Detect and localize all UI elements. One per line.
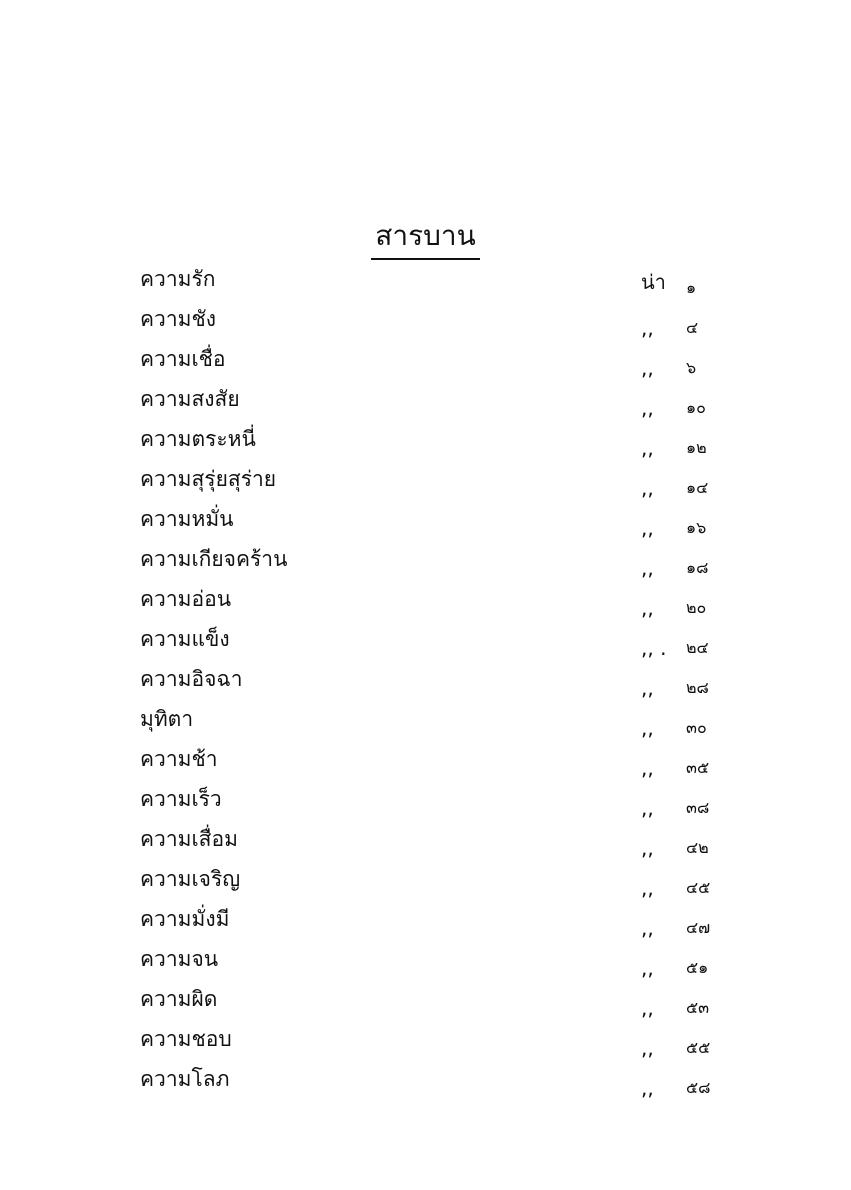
toc-row — [0, 582, 851, 622]
toc-entry-name: ความผิด — [140, 987, 218, 1011]
toc-page-number: ๒๐ — [686, 598, 707, 617]
toc-entry-name: ความช้า — [140, 747, 218, 771]
toc-ditto-mark: ,, — [641, 516, 654, 540]
toc-page-prefix: น่า — [641, 270, 666, 294]
toc-row — [0, 662, 851, 702]
toc-row — [0, 702, 851, 742]
toc-row — [0, 782, 851, 822]
toc-ditto-mark: ,, — [641, 436, 654, 460]
toc-row — [0, 542, 851, 582]
toc-page-number: ๓๐ — [686, 718, 707, 737]
toc-ditto-mark: ,, — [641, 556, 654, 580]
toc-entry-name: ความอิจฉา — [140, 667, 243, 691]
toc-ditto-mark: ,, — [641, 916, 654, 940]
toc-entry-name: ความโลภ — [140, 1067, 230, 1091]
page-title: สารบาน — [371, 216, 480, 260]
toc-entry-name: ความมั่งมี — [140, 907, 230, 931]
toc-ditto-mark: ,, — [641, 796, 654, 820]
toc-ditto-mark: ,, — [641, 956, 654, 980]
toc-entry-name: ความแข็ง — [140, 627, 230, 651]
toc-ditto-mark: ,, — [641, 716, 654, 740]
toc-ditto-mark: ,, — [641, 356, 654, 380]
toc-entry-name: ความเชื่อ — [140, 347, 226, 371]
toc-row — [0, 1022, 851, 1062]
toc-entry-name: ความจน — [140, 947, 219, 971]
toc-row — [0, 382, 851, 422]
toc-entry-name: ความชัง — [140, 307, 216, 331]
toc-page-number: ๕๘ — [686, 1078, 711, 1097]
toc-entry-name: ความตระหนี่ — [140, 427, 256, 451]
toc-row — [0, 462, 851, 502]
toc-page-number: ๔ — [686, 318, 699, 337]
toc-ditto-mark: ,, — [641, 836, 654, 860]
toc-row — [0, 942, 851, 982]
toc-row — [0, 862, 851, 902]
toc-page-number: ๕๑ — [686, 958, 709, 977]
toc-page-number: ๑๐ — [686, 398, 706, 417]
toc-page-number: ๑๔ — [686, 478, 709, 497]
toc-row — [0, 1062, 851, 1102]
toc-page-number: ๖ — [686, 358, 697, 377]
toc-ditto-mark: ,, — [641, 876, 654, 900]
toc-row — [0, 422, 851, 462]
toc-page-number: ๑ — [686, 278, 697, 297]
toc-entry-name: ความเจริญ — [140, 867, 241, 891]
page-title-container — [0, 216, 851, 260]
toc-row — [0, 262, 851, 302]
toc-page-number: ๓๘ — [686, 798, 710, 817]
toc-row — [0, 342, 851, 382]
toc-ditto-mark: ,, — [641, 1036, 654, 1060]
toc-page-number: ๑๖ — [686, 518, 707, 537]
toc-row — [0, 822, 851, 862]
toc-page-number: ๒๔ — [686, 638, 709, 657]
toc-page-number: ๓๕ — [686, 758, 710, 777]
table-of-contents — [0, 262, 851, 1102]
toc-entry-name: มุทิตา — [140, 707, 194, 731]
toc-entry-name: ความเร็ว — [140, 787, 222, 811]
toc-page-number: ๕๓ — [686, 998, 710, 1017]
toc-ditto-mark: ,, — [641, 316, 654, 340]
toc-row — [0, 742, 851, 782]
toc-page-number: ๑๘ — [686, 558, 709, 577]
toc-entry-name: ความสุรุ่ยสุร่าย — [140, 467, 277, 491]
toc-entry-name: ความเสื่อม — [140, 827, 238, 851]
toc-ditto-mark: ,, — [641, 396, 654, 420]
toc-entry-name: ความอ่อน — [140, 587, 232, 611]
toc-ditto-mark: ,, — [641, 996, 654, 1020]
toc-ditto-mark: ,, — [641, 596, 654, 620]
toc-entry-name: ความหมั่น — [140, 507, 234, 531]
toc-entry-name: ความเกียจคร้าน — [140, 547, 288, 571]
toc-row — [0, 502, 851, 542]
toc-page-number: ๕๕ — [686, 1038, 711, 1057]
toc-entry-name: ความชอบ — [140, 1027, 232, 1051]
toc-page-number: ๔๒ — [686, 838, 709, 857]
toc-row — [0, 982, 851, 1022]
toc-entry-name: ความรัก — [140, 267, 216, 291]
toc-ditto-mark: ,, — [641, 476, 654, 500]
toc-row — [0, 302, 851, 342]
toc-row — [0, 622, 851, 662]
toc-ditto-mark: ,, — [641, 756, 654, 780]
toc-ditto-mark: ,, — [641, 1076, 654, 1100]
toc-page-number: ๑๒ — [686, 438, 707, 457]
toc-row — [0, 902, 851, 942]
toc-entry-name: ความสงสัย — [140, 387, 240, 411]
toc-ditto-mark: ,, — [641, 676, 654, 700]
toc-page-number: ๔๗ — [686, 918, 711, 937]
toc-ditto-mark: ,, . — [641, 636, 667, 660]
toc-page-number: ๔๕ — [686, 878, 711, 897]
toc-page-number: ๒๘ — [686, 678, 709, 697]
